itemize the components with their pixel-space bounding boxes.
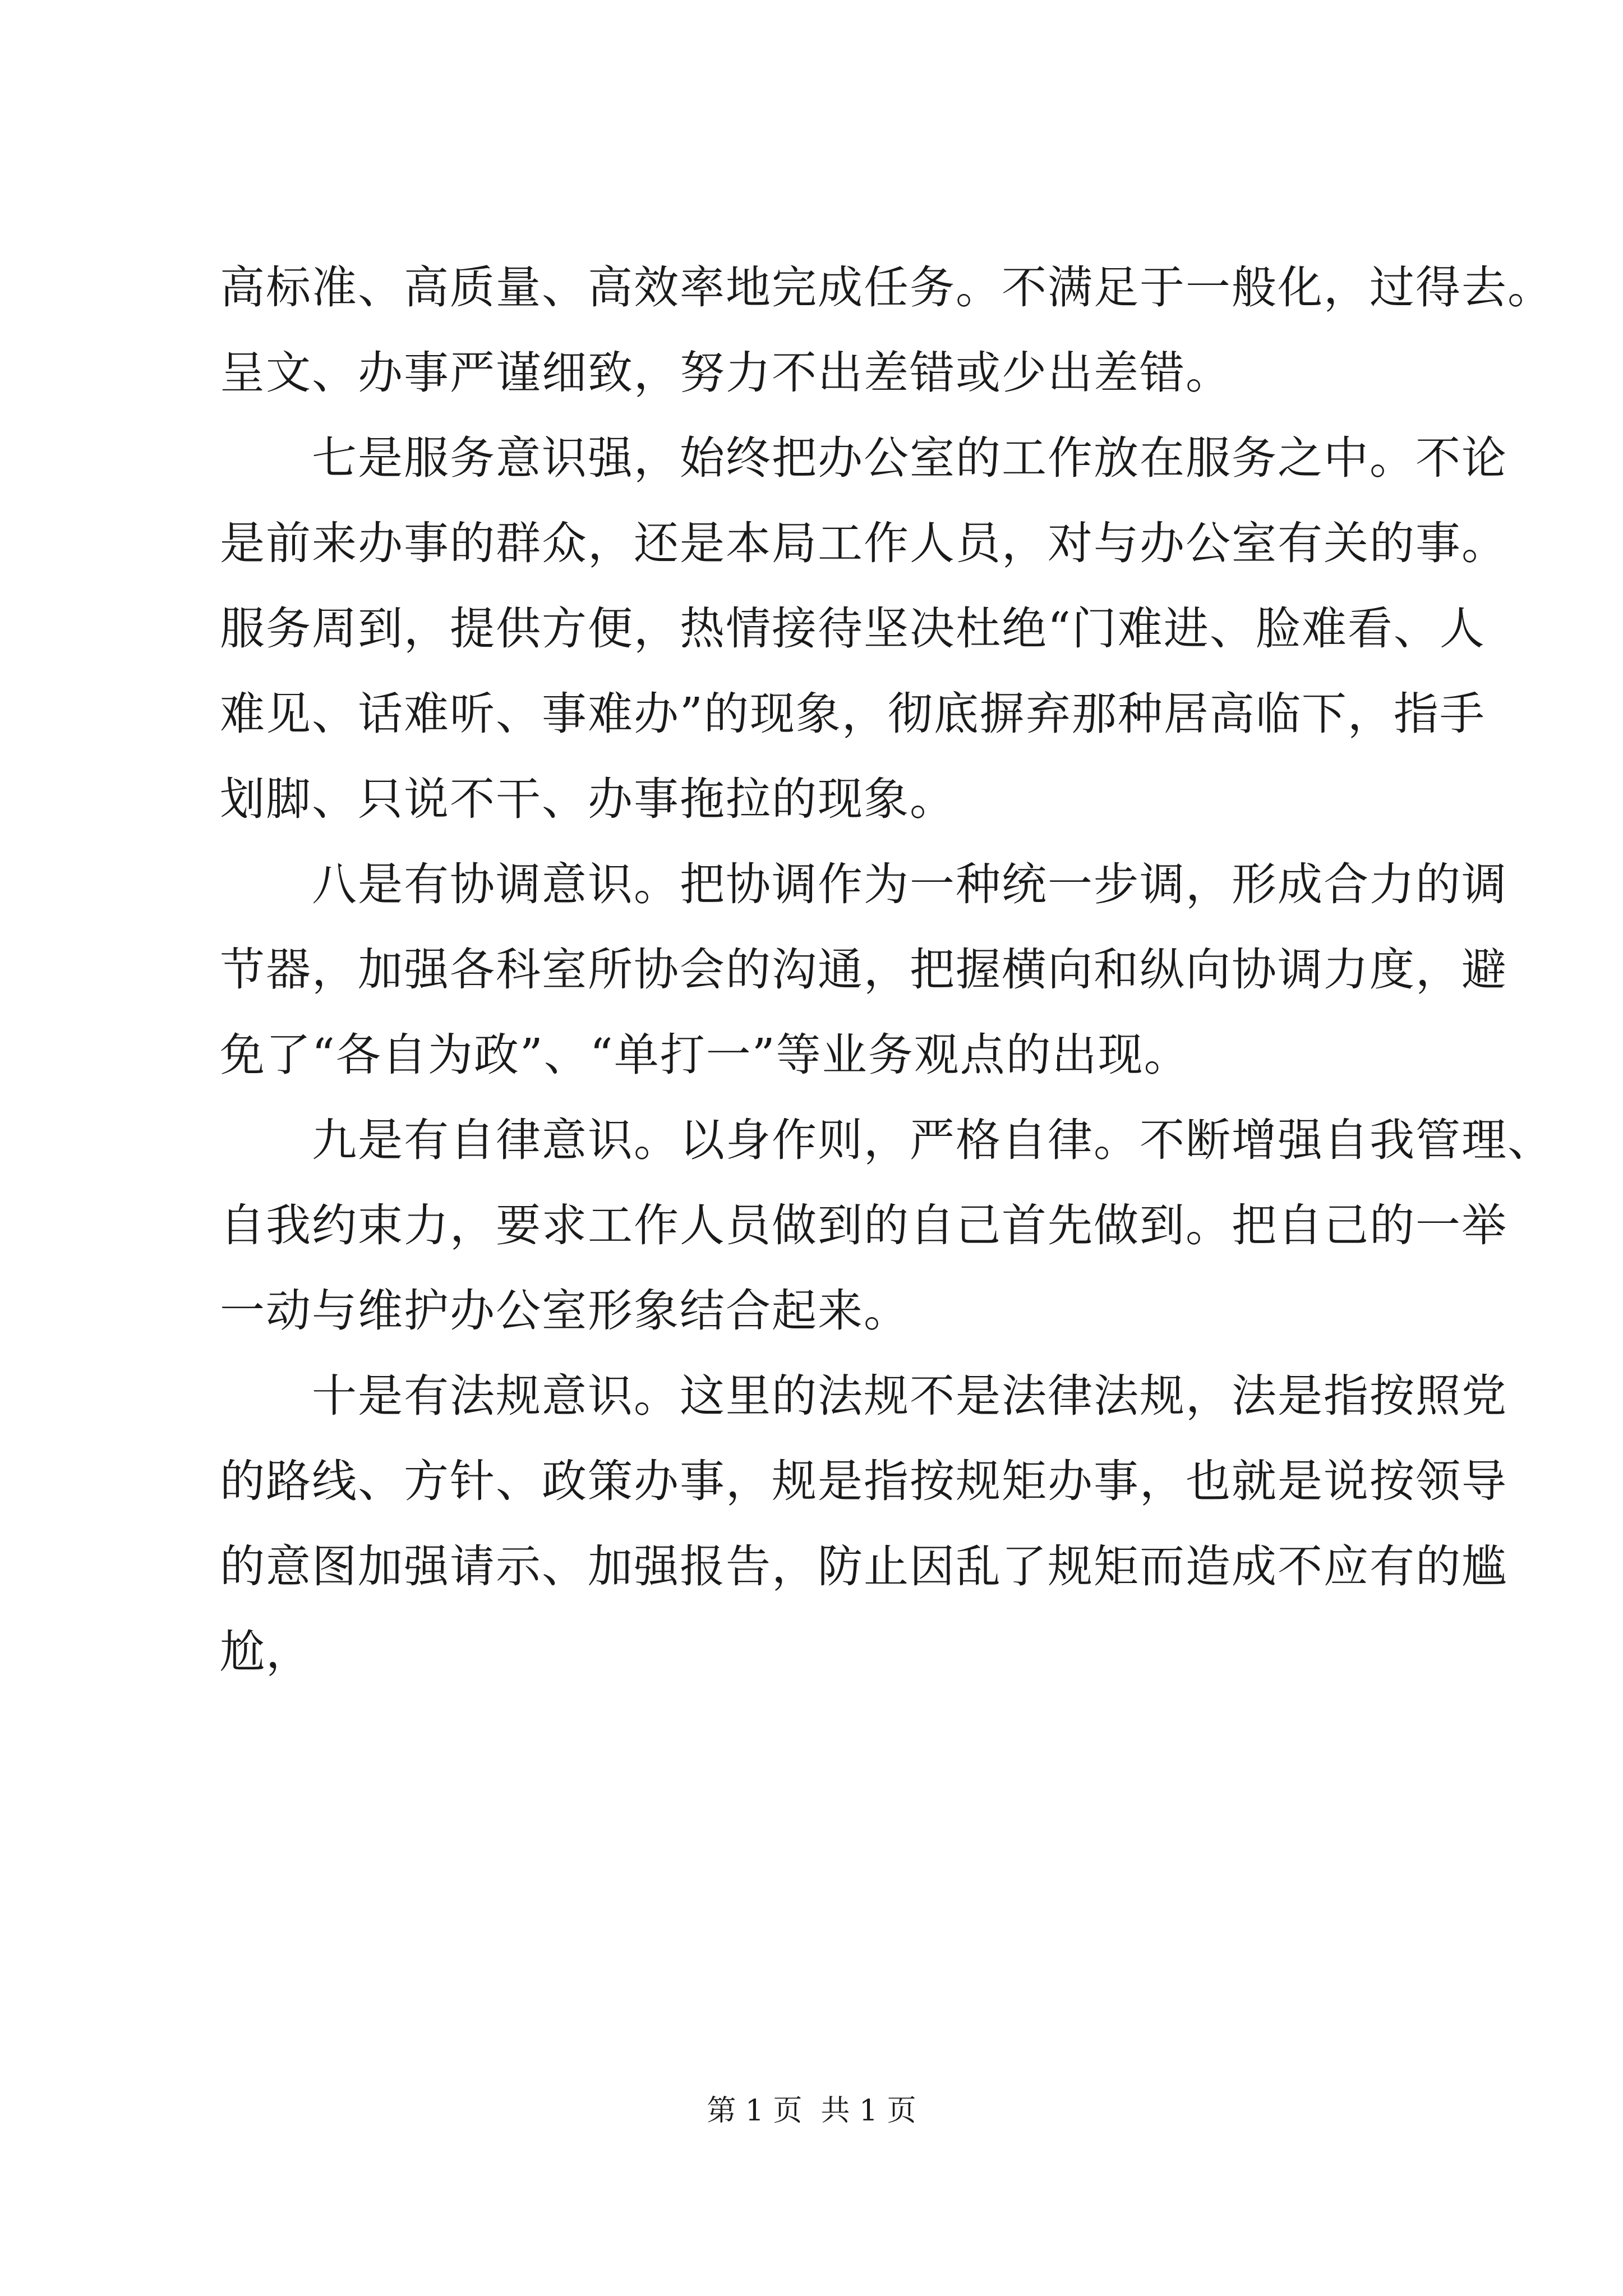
paragraph-3 [220, 842, 1507, 1098]
text-line: 免了“各自为政”、“单打一”等业务观点的出现。 [220, 1029, 1190, 1081]
paragraph-2 [220, 416, 1507, 842]
paragraph-4 [220, 1098, 1553, 1354]
text-line: 八是有协调意识。把协调作为一种统一步调，形成合力的调 [312, 858, 1507, 910]
text-line: 九是有自律意识。以身作则，严格自律。不断增强自我管理、 [312, 1114, 1553, 1166]
text-line: 的路线、方针、政策办事，规是指按规矩办事，也就是说按领导 [220, 1455, 1507, 1507]
text-line: 十是有法规意识。这里的法规不是法律法规，法是指按照党 [312, 1370, 1507, 1422]
body-text [220, 245, 1553, 1695]
page-footer: 第 1 页 共 1 页 [707, 2094, 916, 2128]
text-line: 呈文、办事严谨细致，努力不出差错或少出差错。 [220, 347, 1232, 399]
text-line: 难见、话难听、事难办”的现象，彻底摒弃那种居高临下，指手 [220, 688, 1486, 740]
text-line: 节器，加强各科室所协会的沟通，把握横向和纵向协调力度，避 [220, 944, 1507, 996]
paragraph-5 [220, 1354, 1507, 1695]
text-line: 自我约束力，要求工作人员做到的自己首先做到。把自己的一举 [220, 1199, 1507, 1251]
text-line: 是前来办事的群众，还是本局工作人员，对与办公室有关的事。 [220, 517, 1507, 569]
paragraph-1 [220, 245, 1553, 416]
text-line: 的意图加强请示、加强报告，防止因乱了规矩而造成不应有的尴 [220, 1540, 1507, 1593]
text-line: 划脚、只说不干、办事拖拉的现象。 [220, 773, 956, 825]
text-line: 尬， [220, 1626, 312, 1678]
text-line: 高标准、高质量、高效率地完成任务。不满足于一般化，过得去。 [220, 261, 1553, 314]
text-line: 服务周到，提供方便，热情接待坚决杜绝“门难进、脸难看、人 [220, 602, 1486, 655]
text-line: 七是服务意识强，始终把办公室的工作放在服务之中。不论 [312, 432, 1507, 484]
text-line: 一动与维护办公室形象结合起来。 [220, 1285, 910, 1337]
